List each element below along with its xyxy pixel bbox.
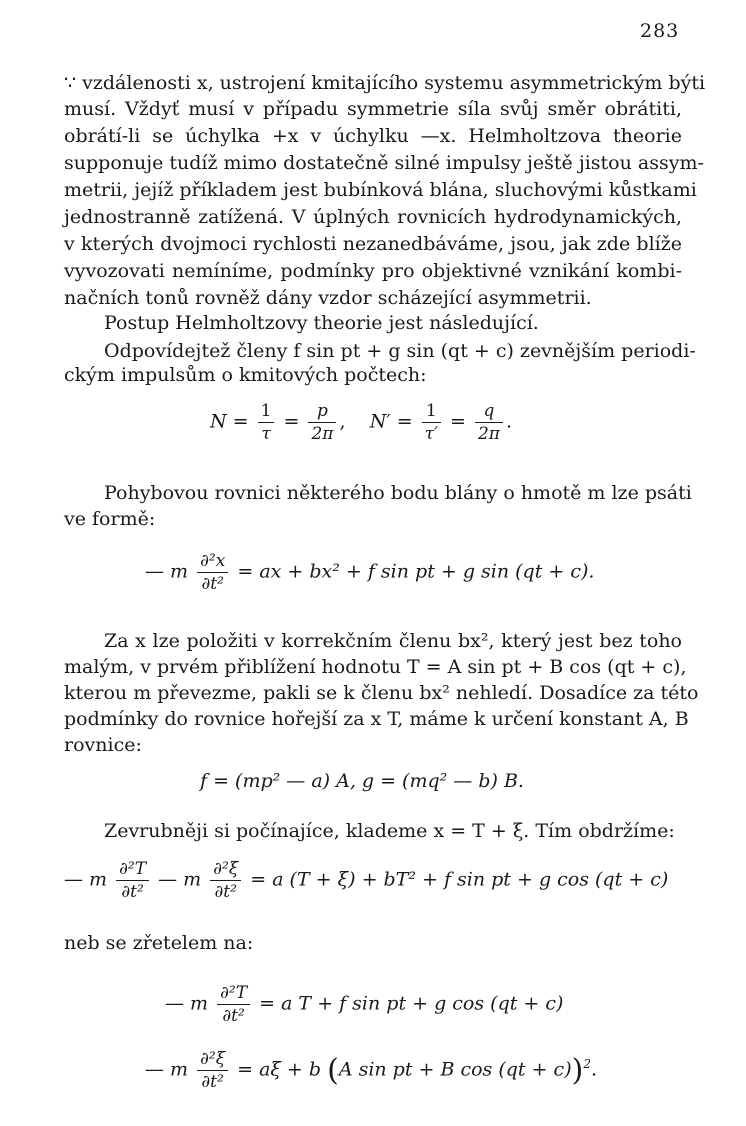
text-line: podmínky do rovnice hořejší za x T, máme k určení konstant A, B — [64, 708, 689, 730]
fraction — [116, 858, 149, 903]
fraction-denominator: ∂t² — [201, 1072, 224, 1092]
text-line: ckým impulsům o kmitových počtech: — [64, 364, 427, 386]
fraction — [217, 982, 250, 1027]
eq-symbol: — m — [145, 1058, 189, 1081]
text-line: supponuje tudíž mimo dostatečně silné impulsy ještě jistou assym- — [64, 152, 704, 174]
fraction-numerator: 1 — [422, 400, 441, 423]
eq-symbol: . — [590, 1058, 598, 1081]
page-number: 283 — [640, 20, 680, 42]
eq-rhs: A sin pt + B cos (qt + c) — [338, 1058, 572, 1081]
fraction-numerator: q — [475, 400, 503, 423]
fraction-numerator: ∂²x — [197, 550, 228, 573]
fraction — [475, 400, 503, 445]
equation-constants: f = (mp² — a) A, g = (mq² — b) B. — [200, 770, 524, 792]
fraction — [197, 550, 228, 595]
text-line: rovnice: — [64, 734, 142, 756]
text-line: Zevrubněji si počínajíce, klademe x = T + ξ. Tím obdržíme: — [104, 820, 675, 842]
eq-rhs: = a T + f sin pt + g cos (qt + c) — [259, 992, 564, 1015]
text-line: Postup Helmholtzovy theorie jest následující. — [104, 312, 539, 334]
eq-symbol: = — [449, 410, 466, 433]
fraction-denominator: τ — [261, 424, 271, 444]
equation-xi — [145, 1048, 597, 1093]
text-line: vyvozovati nemíníme, podmínky pro objektivné vznikání kombi- — [64, 260, 682, 282]
eq-symbol: = — [283, 410, 300, 433]
eq-rhs: = aξ + b — [237, 1058, 322, 1081]
fraction-denominator: ∂t² — [201, 574, 224, 594]
text-line: ve formě: — [64, 508, 156, 530]
fraction-numerator: 1 — [258, 400, 275, 423]
text-line: metrii, jejíž příkladem jest bubínková blána, sluchovými kůstkami — [64, 179, 697, 201]
eq-symbol: N′ — [369, 410, 391, 433]
eq-symbol: — m — [165, 992, 209, 1015]
fraction — [258, 400, 275, 445]
eq-symbol: — m — [158, 868, 202, 891]
text-line: malým, v prvém přiblížení hodnotu T = A sin pt + B cos (qt + c), — [64, 656, 687, 678]
fraction — [197, 1048, 228, 1093]
fraction-numerator: ∂²T — [217, 982, 250, 1005]
eq-rhs: = a (T + ξ) + bT² + f sin pt + g cos (qt + c) — [250, 868, 669, 891]
text-line: Odpovídejtež členy f sin pt + g sin (qt + c) zevnějším periodi- — [104, 340, 696, 362]
text-line: Pohybovou rovnici některého bodu blány o hmotě m lze psáti — [104, 482, 692, 504]
equation-motion — [145, 550, 594, 595]
text-line: jednostranně zatížená. V úplných rovnicích hydrodynamických, — [64, 206, 682, 228]
eq-symbol: = — [396, 410, 413, 433]
text-line: ∵ vzdálenosti x, ustrojení kmitajícího systemu asymmetrickým býti — [64, 72, 706, 94]
eq-symbol: N — [210, 410, 227, 433]
text-line: v kterých dvojmoci rychlosti nezanedbáváme, jsou, jak zde blíže — [64, 233, 682, 255]
equation-expanded — [64, 858, 668, 903]
eq-symbol: = — [232, 410, 249, 433]
eq-rhs: = ax + bx² + f sin pt + g sin (qt + c). — [237, 560, 595, 583]
text-line: načních tonů rovněž dány vzdor scházející asymmetrii. — [64, 287, 592, 309]
text-line: kterou m převezme, pakli se k členu bx² nehledí. Dosadíce za této — [64, 682, 699, 704]
fraction-denominator: ∂t² — [121, 882, 144, 902]
paren-close: ) — [571, 1053, 584, 1088]
text-line: obrátí-li se úchylka +x v úchylku —x. Helmholtzova theorie — [64, 125, 682, 147]
eq-symbol: , — [339, 410, 346, 433]
eq-symbol: . — [505, 410, 512, 433]
fraction-numerator: ∂²ξ — [197, 1048, 228, 1071]
text-line: musí. Vždyť musí v případu symmetrie síla svůj směr obrátiti, — [64, 98, 682, 120]
eq-symbol: — m — [64, 868, 108, 891]
fraction-denominator: ∂t² — [222, 1006, 245, 1026]
fraction-denominator: 2π — [311, 424, 334, 444]
fraction — [308, 400, 336, 445]
fraction-numerator: ∂²ξ — [210, 858, 241, 881]
paren-open: ( — [327, 1053, 339, 1088]
text-line: Za x lze položiti v korrekčním členu bx², který jest bez toho — [104, 630, 682, 652]
fraction-denominator: τ′ — [424, 424, 438, 444]
fraction-numerator: ∂²T — [116, 858, 149, 881]
equation-frequencies — [210, 400, 512, 445]
fraction — [422, 400, 441, 445]
eq-symbol: — m — [145, 560, 189, 583]
fraction-denominator: 2π — [477, 424, 500, 444]
equation-T — [165, 982, 563, 1027]
fraction-numerator: p — [308, 400, 336, 423]
exponent: 2 — [583, 1057, 591, 1072]
fraction — [210, 858, 241, 903]
fraction-denominator: ∂t² — [214, 882, 237, 902]
text-line: neb se zřetelem na: — [64, 932, 254, 954]
